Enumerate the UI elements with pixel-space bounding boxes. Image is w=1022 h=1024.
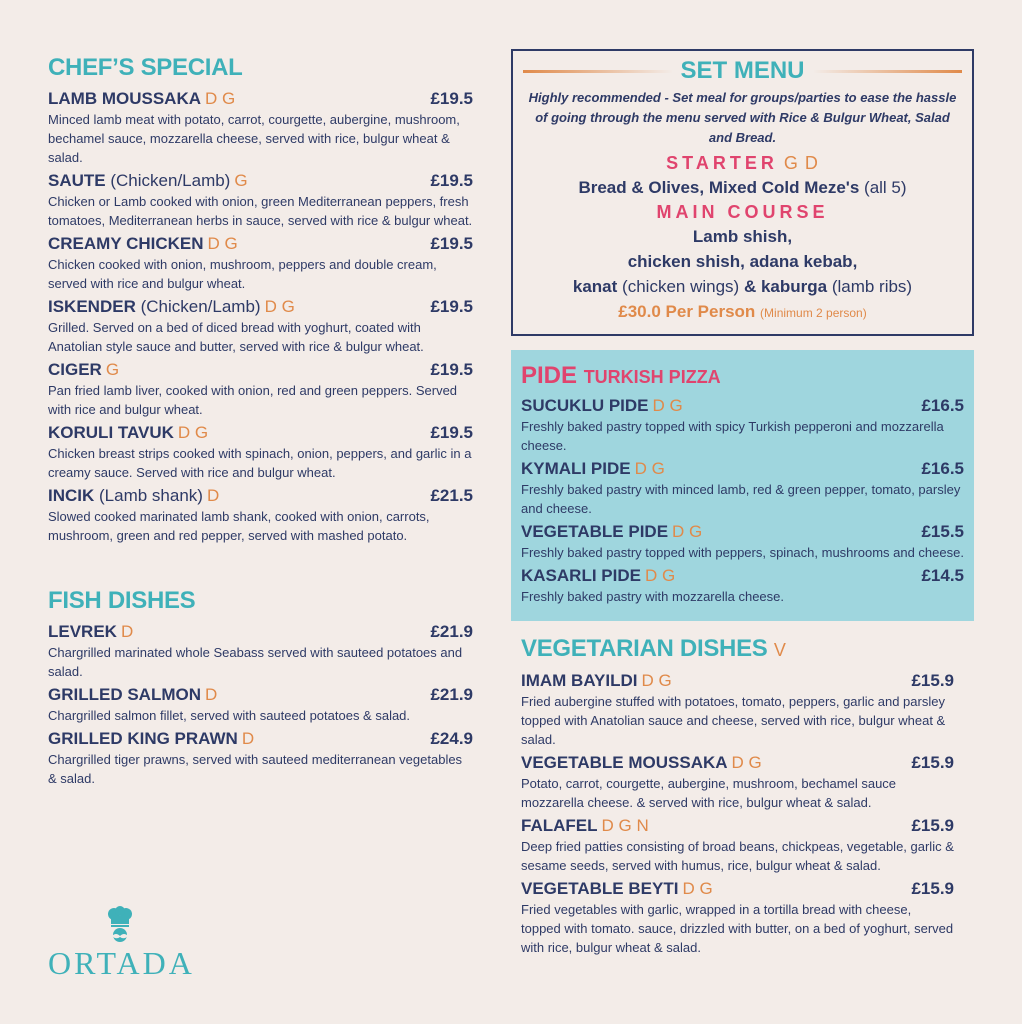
item-name: IMAM BAYILDI D G [521,671,672,690]
starter-line: Bread & Olives, Mixed Cold Meze's (all 5) [578,178,907,197]
item-name: GRILLED SALMON D [48,685,218,704]
item-tags: D G [205,89,236,108]
item-price: £16.5 [921,459,964,478]
menu-item [48,88,473,167]
item-name: VEGETABLE MOUSSAKA D G [521,753,762,772]
item-description: Deep fried patties consisting of broad beans, chickpeas, vegetable, garlic & sesame seeds, served with humus, rice, bulgur wheat & salad. [521,839,954,873]
menu-item [48,621,473,681]
item-price: £15.9 [911,816,954,835]
menu-item [521,458,964,518]
menu-item [48,684,473,725]
item-description: Slowed cooked marinated lamb shank, cooked with onion, carrots, mushroom, green and red pepper, served with mashed potato. [48,509,430,543]
item-tags: D G [264,297,295,316]
section-subtitle: TURKISH PIZZA [583,367,721,387]
set-menu-title: SET MENU [680,57,805,84]
item-description: Chargrilled marinated whole Seabass served with sauteed potatoes and salad. [48,645,463,679]
minimum-note: (Minimum 2 person) [760,306,867,320]
menu-item [48,485,473,545]
starter-heading: STARTER G D [666,153,819,173]
pide-section [511,350,974,621]
chefs-special-section [48,54,473,545]
menu-item [521,521,964,562]
item-tags: D [241,729,255,748]
menu-item [521,878,954,957]
item-description: Freshly baked pastry topped with spicy Turkish pepperoni and mozzarella cheese. [521,419,944,453]
item-description: Freshly baked pastry with minced lamb, red & green pepper, tomato, parsley and cheese. [521,482,961,516]
item-description: Chicken breast strips cooked with spinach, onion, peppers, and garlic in a creamy sauce. Served with rice and bulgur wheat. [48,446,472,480]
item-tags: D G [652,396,683,415]
item-name: CREAMY CHICKEN D G [48,234,238,253]
item-description: Freshly baked pastry topped with peppers, spinach, mushrooms and cheese. [521,545,964,560]
menu-item [521,815,954,875]
item-price: £19.5 [430,297,473,316]
item-price: £21.9 [430,685,473,704]
ortada-logo [48,906,193,980]
item-price: £19.5 [430,234,473,253]
item-price: £15.5 [921,522,964,541]
item-name: GRILLED KING PRAWN D [48,729,255,748]
section-title: CHEF’S SPECIAL [48,54,243,81]
item-price: £15.9 [911,879,954,898]
item-description: Freshly baked pastry with mozzarella cheese. [521,589,785,604]
item-tags: D G [682,879,713,898]
item-note: (Chicken/Lamb) [140,297,261,316]
item-tags: D G N [601,816,649,835]
menu-item [521,395,964,455]
item-description: Potato, carrot, courgette, aubergine, mushroom, bechamel sauce mozzarella cheese. & served with rice, bulgur wheat & salad. [521,776,897,810]
item-tags: D G [644,566,676,585]
item-price: £15.9 [911,753,954,772]
item-name: VEGETABLE PIDE D G [521,522,703,541]
item-price: £19.5 [430,360,473,379]
section-title: PIDE TURKISH PIZZA [521,362,721,389]
item-description: Pan fried lamb liver, cooked with onion, red and green peppers. Served with rice and bulgur wheat. [48,383,458,417]
fish-dishes-section [48,587,473,788]
item-price: £19.5 [430,171,473,190]
item-note: (Chicken/Lamb) [110,171,231,190]
item-description: Chicken or Lamb cooked with onion, green Mediterranean peppers, fresh tomatoes, Mediterranean herbs in sauce, served with rice & bulgur wheat. [48,194,473,228]
menu-item [48,296,473,356]
item-price: £19.5 [430,423,473,442]
item-name: KYMALI PIDE D G [521,459,665,478]
right-column [511,49,974,960]
item-price: £15.9 [911,671,954,690]
item-price: £19.5 [430,89,473,108]
set-menu-price: £30.0 Per Person (Minimum 2 person) [618,302,867,321]
main-course-line: chicken shish, adana kebab, [627,252,858,271]
set-menu-box [511,49,974,336]
item-tags: D G [641,671,672,690]
set-menu-intro: Highly recommended - Set meal for groups/parties to ease the hassle of going through the menu served with Rice & Bulgur Wheat, Salad and Bread. [528,90,957,145]
item-name: SAUTE (Chicken/Lamb) G [48,171,248,190]
item-price: £14.5 [921,566,964,585]
chef-hat-mustache-icon [106,906,134,946]
item-name: LAMB MOUSSAKA D G [48,89,236,108]
item-tags: D G [672,522,703,541]
item-description: Chargrilled tiger prawns, served with sauteed mediterranean vegetables & salad. [48,752,463,786]
item-price: £21.5 [430,486,473,505]
menu-item [521,670,954,749]
item-name: SUCUKLU PIDE D G [521,396,683,415]
menu-item [521,752,954,812]
menu-item [48,170,473,230]
item-note: (Lamb shank) [99,486,203,505]
decorative-rule [523,70,673,73]
vegetarian-section [511,635,954,957]
item-price: £21.9 [430,622,473,641]
main-course-line: Lamb shish, [692,227,793,246]
item-tags: D G [634,459,665,478]
section-title: VEGETARIAN DISHES V [521,635,786,662]
item-price: £16.5 [921,396,964,415]
item-tags: D G [207,234,238,253]
main-course-heading: MAIN COURSE [656,202,829,222]
item-tags: D [205,685,218,704]
item-description: Chicken cooked with onion, mushroom, peppers and double cream, served with rice and bulgur wheat. [48,257,437,291]
item-description: Chargrilled salmon fillet, served with sauteed potatoes & salad. [48,708,411,723]
item-price: £24.9 [430,729,473,748]
item-name: CIGER G [48,360,120,379]
item-name: LEVREK D [48,622,134,641]
item-description: Grilled. Served on a bed of diced bread with yoghurt, coated with Anatolian style sauce and butter, served with rice & bulgur wheat. [48,320,424,354]
section-title: FISH DISHES [48,587,196,614]
item-name: KASARLI PIDE D G [521,566,676,585]
menu-item [48,359,473,419]
item-name: KORULI TAVUK D G [48,423,209,442]
item-tags: D G [177,423,209,442]
starter-tags: G D [783,153,819,173]
item-description: Fried aubergine stuffed with potatoes, tomato, peppers, garlic and parsley topped with Anatolian sauce and cheese, served with rice, bulgur wheat & salad. [521,694,946,747]
item-tags: D G [731,753,762,772]
item-name: INCIK (Lamb shank) D [48,486,220,505]
item-name: FALAFEL D G N [521,816,649,835]
logo-wordmark: ORTADA [48,945,195,981]
item-tags: D [206,486,220,505]
menu-item [48,422,473,482]
item-tags: G [234,171,248,190]
item-tags: D [120,622,134,641]
item-name: VEGETABLE BEYTI D G [521,879,713,898]
left-column [48,54,473,791]
menu-item [48,728,473,788]
menu-item [521,565,964,606]
menu-item [48,233,473,293]
item-name: ISKENDER (Chicken/Lamb) D G [48,297,295,316]
item-tags: G [105,360,120,379]
vegetarian-tag: V [773,640,786,660]
item-description: Fried vegetables with garlic, wrapped in a tortilla bread with cheese, topped with tomato. sauce, drizzled with butter, on a bed of yoghurt, served with rice, bulgur wheat & salad. [521,902,954,955]
item-description: Minced lamb meat with potato, carrot, courgette, aubergine, mushroom, bechamel sauce, mozzarella cheese, served with rice, bulgur wheat & salad. [48,112,460,165]
decorative-rule [813,70,963,73]
set-menu-title-row [523,57,962,85]
main-course-line: kanat (chicken wings) & kaburga (lamb ribs) [572,277,913,296]
